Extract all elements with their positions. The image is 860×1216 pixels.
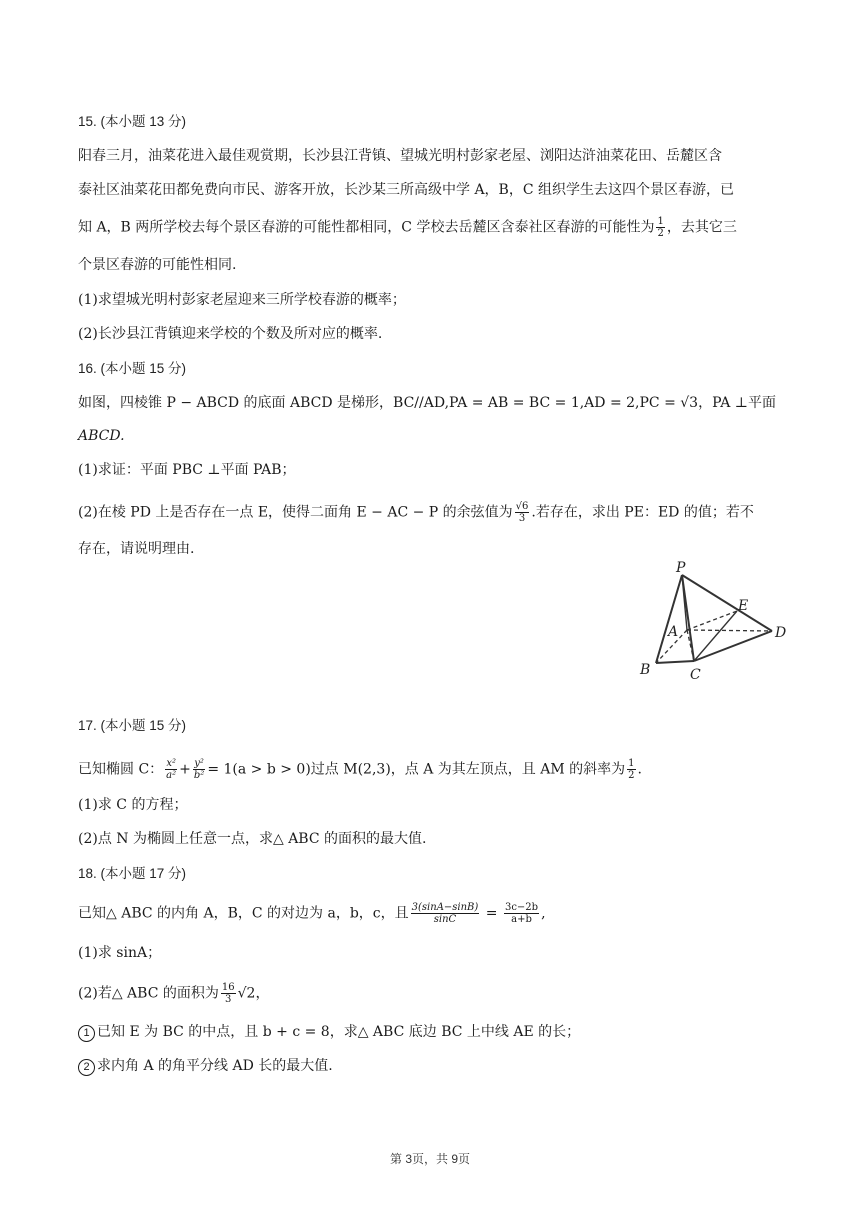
label-P: P (676, 560, 686, 576)
q15-text-line-4: 个景区春游的可能性相同. (78, 257, 237, 273)
circled-number-2: 2 (78, 1059, 95, 1076)
q16-part-2 (78, 501, 754, 524)
q16-part-1: (1)求证：平面 PBC ⊥平面 PAB； (78, 462, 296, 478)
q15-text-line-3a: 知 A，B 两所学校去每个景区春游的可能性都相同，C 学校去岳麓区含泰社区春游的可能性为 (78, 219, 655, 236)
q18-heading: 18. (本小题 17 分) (78, 866, 187, 881)
q17-heading: 17. (本小题 15 分) (78, 718, 187, 733)
frac-num: 16 (221, 982, 235, 993)
q16-text-line-2: ABCD. (78, 428, 125, 444)
frac-den: 3 (518, 513, 526, 524)
q17-text-line-1 (78, 758, 642, 781)
frac-den: sinC (433, 914, 457, 925)
q15-text-line-3b: ，去其它三 (666, 219, 737, 236)
pyramid-figure (630, 558, 800, 683)
fraction-one-half (656, 216, 664, 239)
fraction-y2-b2 (193, 758, 205, 781)
edge-PB (656, 575, 682, 663)
q18-part-2b: √2， (237, 985, 270, 1002)
fraction-x2-a2 (165, 758, 177, 781)
q18-sub-1 (78, 1022, 580, 1042)
q18-text-line-1: 已知△ ABC 的内角 A，B，C 的对边为 a，b，c，且 $\frac{3(\sin A-\sin B)}{\sin C}$ = $\frac{3c-2b}{a+b}$ , (78, 902, 546, 925)
fraction-sqrt6-over-3 (515, 501, 530, 524)
q18-part-2a: (2)若△ ABC 的面积为 (78, 985, 219, 1002)
label-C: C (690, 667, 701, 683)
frac-num: √6 (515, 501, 529, 512)
q16-part-2-cont: 存在，请说明理由. (78, 541, 195, 557)
label-B: B (640, 662, 651, 678)
frac-den: 2 (628, 770, 635, 781)
frac-den: b² (193, 770, 205, 781)
fraction-side-ratio (504, 902, 539, 925)
q15-text-line-3 (78, 216, 737, 239)
q15-text-line-2: 泰社区油菜花田都免费向市民、游客开放，长沙某三所高级中学 A，B，C 组织学生去这四个景区春游，已 (78, 182, 735, 198)
q18-sub-2 (78, 1056, 333, 1076)
frac-den: a² (166, 770, 177, 781)
circled-number-1: 1 (78, 1025, 95, 1042)
q15-part-2: (2)长沙县江背镇迎来学校的个数及所对应的概率. (78, 326, 383, 342)
q18-text-line-1a: 已知△ ABC 的内角 A，B，C 的对边为 a，b，c，且 (78, 905, 409, 922)
q17-text-line-1c: . (637, 761, 642, 778)
fraction-16-over-3 (221, 982, 236, 1005)
frac-den: 2 (657, 228, 664, 239)
q17-text-line-1b: = 1(a > b > 0)过点 M(2,3)，点 A 为其左顶点，且 AM 的斜率为 (207, 761, 626, 778)
frac-num: 1 (657, 216, 664, 227)
q17-part-1: (1)求 C 的方程； (78, 797, 188, 813)
q17-text-line-1a: 已知椭圆 C： (78, 761, 164, 778)
frac-num: 3(sinA−sinB) (411, 902, 479, 913)
frac-num: x² (166, 758, 176, 769)
page-footer: 第 3页，共 9页 (389, 1152, 471, 1166)
fraction-one-half (627, 758, 635, 781)
q15-text-line-1: 阳春三月，油菜花进入最佳观赏期，长沙县江背镇、望城光明村彭家老屋、浏阳达浒油菜花田、岳麓区含 (78, 148, 722, 164)
frac-num: 1 (628, 758, 635, 769)
q18-sub-1-text: 已知 E 为 BC 的中点，且 b + c = 8，求△ ABC 底边 BC 上中线 AE 的长； (97, 1024, 581, 1040)
q18-part-1: (1)求 sinA； (78, 945, 162, 961)
label-A: A (668, 624, 679, 640)
frac-den: 3 (225, 994, 232, 1005)
q15-heading: 15. (本小题 13 分) (78, 114, 187, 129)
edge-AD-hidden (687, 630, 772, 631)
q16-part-2b: .若存在，求出 PE：ED 的值；若不 (531, 504, 754, 521)
q18-sub-2-text: 求内角 A 的角平分线 AD 长的最大值. (97, 1058, 333, 1074)
frac-num: y² (194, 758, 204, 769)
q16-text-line-1: 如图，四棱锥 P − ABCD 的底面 ABCD 是梯形，BC//AD,PA = AB = BC = 1,AD = 2,PC = √3，PA ⊥平面 (78, 395, 776, 411)
q18-text-line-1b: , (541, 905, 546, 922)
plus-sign: + (179, 761, 191, 778)
fraction-sin-ratio (411, 902, 480, 925)
frac-num: 3c−2b (504, 902, 539, 913)
q16-heading: 16. (本小题 15 分) (78, 361, 187, 376)
label-E: E (738, 598, 749, 614)
q16-part-2a: (2)在棱 PD 上是否存在一点 E，使得二面角 E − AC − P 的余弦值为 (78, 504, 513, 521)
edge-BC (656, 661, 694, 663)
q15-part-1: (1)求望城光明村彭家老屋迎来三所学校春游的概率； (78, 292, 406, 308)
edge-CD (694, 631, 772, 661)
q18-part-2 (78, 982, 269, 1005)
label-D: D (775, 625, 787, 641)
frac-den: a+b (511, 914, 532, 925)
q17-part-2: (2)点 N 为椭圆上任意一点，求△ ABC 的面积的最大值. (78, 831, 427, 847)
